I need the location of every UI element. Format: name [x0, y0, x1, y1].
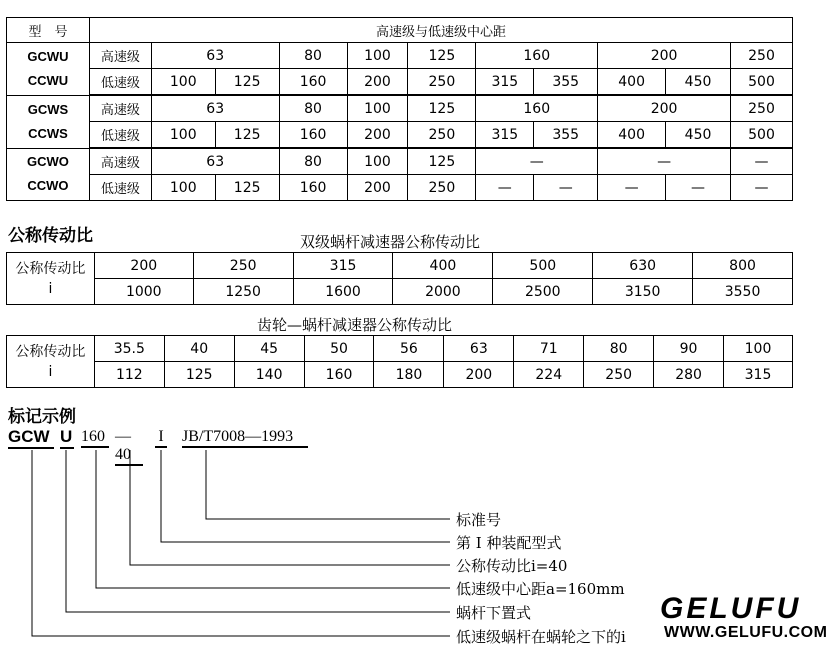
table-cell: 1250	[193, 279, 293, 305]
high-speed-label: 高速级	[89, 43, 151, 69]
table-cell: 56	[374, 336, 444, 362]
table-cell: 250	[193, 253, 293, 279]
code-part-standard: JB/T7008—1993	[182, 428, 308, 448]
table-cell: 50	[304, 336, 374, 362]
table-cell: 3150	[593, 279, 693, 305]
table-cell: 800	[693, 253, 793, 279]
header-model: 型 号	[7, 18, 90, 43]
code-part-position: U	[60, 427, 74, 449]
code-part-ratio: —40	[115, 428, 143, 466]
model-name: GCWU	[27, 48, 69, 64]
table-cell: 125	[408, 148, 476, 175]
table-cell: 200	[347, 122, 408, 149]
table-cell: 200	[94, 253, 193, 279]
table-cell: 112	[94, 362, 164, 388]
table-cell: 80	[279, 43, 347, 69]
annotation-position: 蜗杆下置式	[456, 604, 532, 622]
table-cell: 400	[598, 69, 666, 96]
table-cell: 355	[534, 122, 598, 149]
table-cell: 160	[476, 95, 598, 122]
table-cell: 100	[347, 148, 408, 175]
table-cell: 400	[598, 122, 666, 149]
table-cell: 2500	[493, 279, 593, 305]
table2-title: 双级蜗杆减速器公称传动比	[300, 233, 481, 251]
table-cell: 125	[408, 95, 476, 122]
table-cell: 125	[164, 362, 234, 388]
leader-line-model	[32, 450, 450, 636]
table-cell: 100	[347, 43, 408, 69]
table-cell: 125	[215, 122, 279, 149]
table-cell: 1600	[293, 279, 393, 305]
table-cell: 315	[476, 69, 534, 96]
code-part-model: GCW	[8, 427, 54, 449]
low-speed-label: 低速级	[89, 175, 151, 201]
annotation-assembly: 第 I 种装配型式	[456, 534, 562, 552]
table-cell: 160	[279, 69, 347, 96]
table-cell: 140	[234, 362, 304, 388]
code-part-assembly: I	[155, 428, 167, 448]
model-name: GCWO	[27, 154, 69, 170]
code-part-distance: 160	[81, 428, 109, 448]
table-cell: 80	[279, 148, 347, 175]
table-cell: 200	[347, 69, 408, 96]
table-cell: 160	[279, 175, 347, 201]
ratio-label: 公称传动比	[15, 260, 86, 277]
table-cell: —	[730, 148, 792, 175]
table-cell: 35.5	[94, 336, 164, 362]
table-cell: 2000	[393, 279, 493, 305]
table-cell: 400	[393, 253, 493, 279]
table-cell: 450	[666, 122, 731, 149]
table-cell: 63	[151, 95, 279, 122]
section-title-example: 标记示例	[8, 407, 76, 427]
table-cell: 63	[151, 148, 279, 175]
table-cell: 200	[347, 175, 408, 201]
table-cell: 100	[151, 122, 215, 149]
table-cell: 160	[304, 362, 374, 388]
table-cell: —	[476, 148, 598, 175]
table-cell: 250	[730, 43, 792, 69]
ratio-symbol: i	[48, 280, 53, 297]
high-speed-label: 高速级	[89, 148, 151, 175]
table-cell: 315	[293, 253, 393, 279]
table-cell: 100	[347, 95, 408, 122]
high-speed-label: 高速级	[89, 95, 151, 122]
table-cell: 200	[598, 95, 731, 122]
table-cell: 3550	[693, 279, 793, 305]
table-cell: 100	[151, 69, 215, 96]
table-cell: 63	[151, 43, 279, 69]
model-name: CCWS	[28, 125, 68, 141]
table-cell: —	[598, 148, 731, 175]
table-cell: 1000	[94, 279, 193, 305]
table-cell: 125	[408, 43, 476, 69]
table-cell: 250	[408, 175, 476, 201]
table-cell: 280	[654, 362, 724, 388]
table-cell: 80	[279, 95, 347, 122]
annotation-model: 低速级蜗杆在蜗轮之下的i	[456, 628, 626, 646]
table-cell: 315	[724, 362, 793, 388]
model-name: GCWS	[27, 101, 69, 117]
table-cell: 250	[584, 362, 654, 388]
table-cell: 71	[514, 336, 584, 362]
section-title-ratio: 公称传动比	[8, 226, 93, 246]
watermark-url: WWW.GELUFU.COM	[664, 624, 827, 641]
table-cell: —	[476, 175, 534, 201]
table-cell: 80	[584, 336, 654, 362]
table-cell: 125	[215, 175, 279, 201]
table-cell: 224	[514, 362, 584, 388]
table-cell: 90	[654, 336, 724, 362]
table-cell: 500	[493, 253, 593, 279]
table-cell: 450	[666, 69, 731, 96]
table-cell: 160	[279, 122, 347, 149]
annotation-standard: 标准号	[456, 511, 502, 529]
table-cell: —	[598, 175, 666, 201]
model-name: CCWU	[27, 72, 69, 88]
table-cell: 180	[374, 362, 444, 388]
table-cell: 100	[151, 175, 215, 201]
leader-line-ratio	[130, 450, 450, 565]
annotation-ratio: 公称传动比i=40	[456, 557, 568, 575]
table-cell: 40	[164, 336, 234, 362]
table3-title: 齿轮—蜗杆减速器公称传动比	[257, 316, 453, 334]
ratio-label: 公称传动比	[15, 343, 86, 360]
table-cell: —	[730, 175, 792, 201]
table-cell: 315	[476, 122, 534, 149]
table-cell: 250	[408, 122, 476, 149]
low-speed-label: 低速级	[89, 122, 151, 149]
leader-line-standard	[206, 450, 450, 519]
table-cell: 200	[444, 362, 514, 388]
table-cell: 500	[730, 122, 792, 149]
table-cell: 125	[215, 69, 279, 96]
annotation-distance: 低速级中心距a=160mm	[456, 580, 625, 598]
model-name: CCWO	[27, 178, 69, 194]
table-cell: 500	[730, 69, 792, 96]
table-cell: —	[534, 175, 598, 201]
table-cell: 250	[408, 69, 476, 96]
table-cell: 355	[534, 69, 598, 96]
table-cell: 160	[476, 43, 598, 69]
table-cell: —	[666, 175, 731, 201]
ratio-symbol: i	[48, 363, 53, 380]
table-cell: 630	[593, 253, 693, 279]
low-speed-label: 低速级	[89, 69, 151, 96]
table-cell: 63	[444, 336, 514, 362]
leader-line-assembly	[161, 450, 450, 542]
watermark-logo: GELUFU	[660, 592, 802, 625]
table-cell: 45	[234, 336, 304, 362]
header-center-distance: 高速级与低速级中心距	[89, 18, 792, 43]
table-cell: 100	[724, 336, 793, 362]
table-cell: 200	[598, 43, 731, 69]
table-cell: 250	[730, 95, 792, 122]
